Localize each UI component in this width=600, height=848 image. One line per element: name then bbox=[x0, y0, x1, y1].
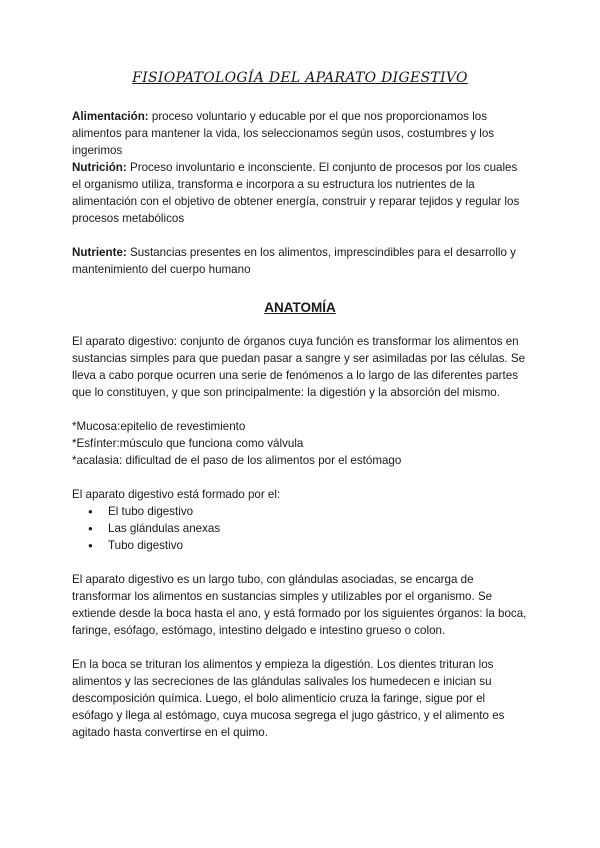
definition-alimentacion bbox=[72, 108, 528, 159]
paragraph-intro: El aparato digestivo: conjunto de órganos cuya función es transformar los alimentos en sustancias simples para que puedan pasar a sangre y ser asimiladas por las células. Se lleva a cabo porque ocurren una serie de fenómenos a lo largo de las diferentes partes que lo constituyen, y que son principalmente: la digestión y la absorción del mismo. bbox=[72, 335, 526, 399]
text-nutricion: Proceso involuntario e inconsciente. El conjunto de procesos por los cuales el organismo utiliza, transforma e incorpora a su estructura los nutrientes de la alimentación con el objetivo de obtener energía, construir y reparar tejidos y regular los procesos metabólicos bbox=[72, 161, 520, 225]
list-item: ● El tubo digestivo bbox=[100, 503, 528, 520]
term-alimentacion: Alimentación: bbox=[72, 110, 149, 123]
section-heading-anatomia: ANATOMÍA bbox=[264, 300, 336, 315]
term-nutriente: Nutriente: bbox=[72, 246, 127, 259]
text-nutriente: Sustancias presentes en los alimentos, imprescindibles para el desarrollo y mantenimiento del cuerpo humano bbox=[72, 246, 516, 276]
note-acalasia: *acalasia: dificultad de el paso de los alimentos por el estómago bbox=[72, 454, 402, 467]
paragraph-boca: En la boca se trituran los alimentos y empieza la digestión. Los dientes trituran los alimentos y las secreciones de las glándulas salivales los humedecen e inician su descomposición química. Luego, el bolo alimenticio cruza la faringe, sigue por el esófago y llega al estómago, cuya mucosa segrega el jugo gástrico, y el alimento es agitado hasta convertirse en el quimo. bbox=[72, 658, 505, 739]
list-intro: El aparato digestivo está formado por el: bbox=[72, 488, 281, 501]
document-page bbox=[72, 70, 528, 741]
term-nutricion: Nutrición: bbox=[72, 161, 127, 174]
note-mucosa: *Mucosa:epitelio de revestimiento bbox=[72, 420, 246, 433]
document-title: FISIOPATOLOGÍA DEL APARATO DIGESTIVO bbox=[132, 70, 468, 86]
definition-nutriente bbox=[72, 244, 528, 278]
definition-nutricion bbox=[72, 159, 528, 227]
list-item: ● Las glándulas anexas bbox=[100, 520, 528, 537]
bullet-list bbox=[72, 503, 528, 554]
text-alimentacion: proceso voluntario y educable por el que nos proporcionamos los alimentos para mantener la vida, los seleccionamos según usos, costumbres y los ingerimos bbox=[72, 110, 495, 157]
note-esfinter: *Esfínter:músculo que funciona como válvula bbox=[72, 437, 304, 450]
list-item: ● Tubo digestivo bbox=[100, 537, 528, 554]
paragraph-tubo: El aparato digestivo es un largo tubo, con glándulas asociadas, se encarga de transformar los alimentos en sustancias simples y utilizables por el organismo. Se extiende desde la boca hasta el ano, y está formado por los siguientes órganos: la boca, faringe, esófago, estómago, intestino delgado e intestino grueso o colon. bbox=[72, 573, 527, 637]
